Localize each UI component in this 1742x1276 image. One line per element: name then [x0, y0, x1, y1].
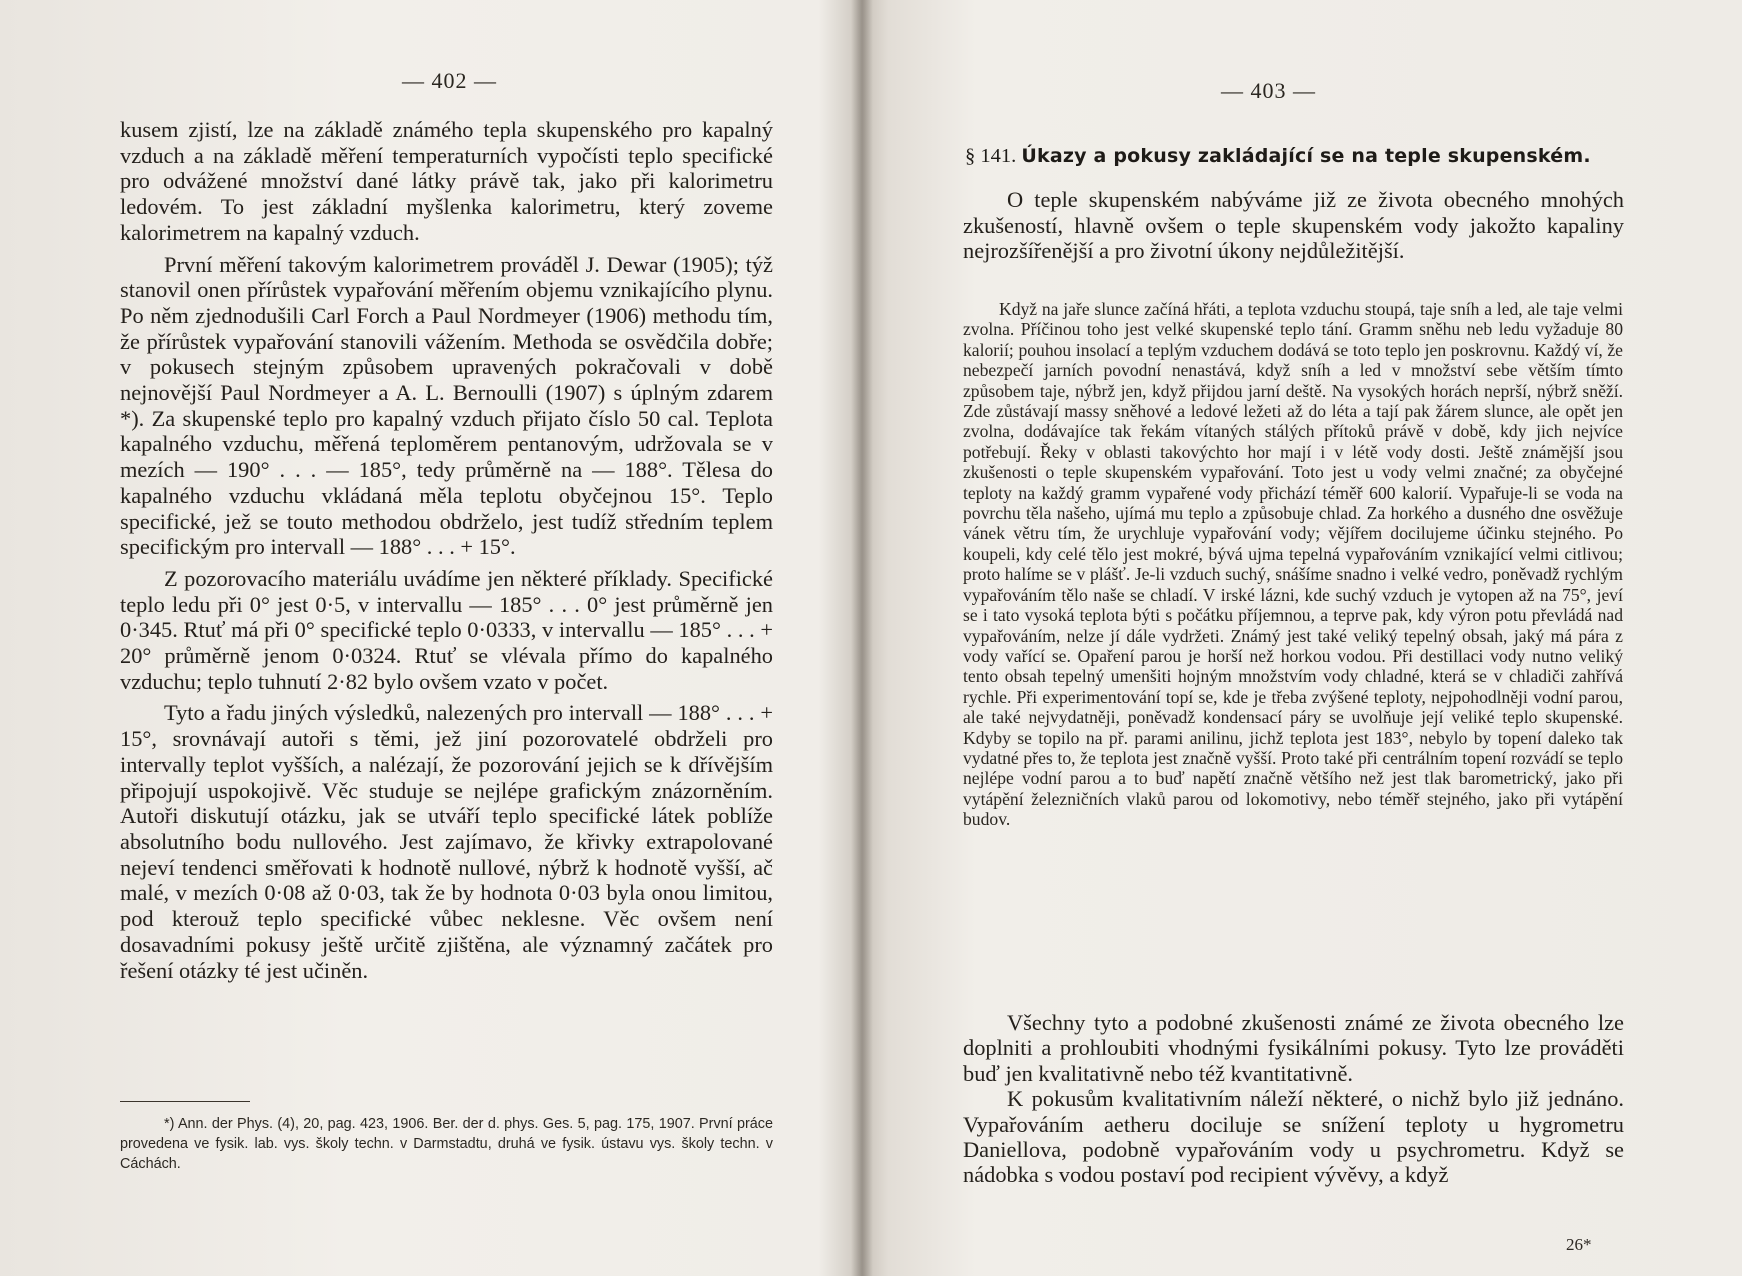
footnote-rule	[120, 1101, 250, 1102]
section-title: Úkazy a pokusy zakládající se na teple skupenském.	[1021, 145, 1591, 167]
left-paragraph-1: kusem zjistí, lze na základě známého tepla skupenského pro kapalný vzduch a na základě měření temperaturních vypočísti teplo specifické pro odvážené množství dané látky právě tak, jako při kalorimetru ledovém. To jest základní myšlenka kalorimetru, který zoveme kalorimetrem na kapalný vzduch.	[120, 117, 773, 245]
left-paragraph-2: První měření takovým kalorimetrem prováděl J. Dewar (1905); týž stanovil onen přírůstek vypařování měřením objemu vznikajícího plynu. Po něm zjednodušili Carl Forch a Paul Nordmeyer (1906) methodu tím, že přírůstek vypařování stanovili vážením. Methoda se osvědčila dobře; v pokusech stejným způsobem upravených pokračovali v době nejnovější Paul Nordmeyer a A. L. Bernoulli (1907) s úplným zdarem *). Za skupenské teplo pro kapalný vzduch přijato číslo 50 cal. Teplota kapalného vzduchu, měřená teploměrem pentanovým, udržovala se v mezích — 190° . . . — 185°, tedy průměrně na — 188°. Tělesa do kapalného vzduchu vkládaná měla teplotu obyčejnou 15°. Teplo specifické, jež se touto methodou obdrželo, jest tudíž středním teplem specifickým pro intervall — 188° . . . + 15°.	[120, 251, 773, 560]
intro-paragraph: O teple skupenském nabýváme již ze života obecného mnohých zkušeností, hlavně ovšem o teple skupenském vody jakožto kapaliny nejrozšířenější a pro životní úkony nejdůležitější.	[963, 187, 1624, 264]
small-print-block	[963, 299, 1623, 830]
section-intro	[963, 187, 1624, 264]
small-print-paragraph: Když na jaře slunce začíná hřáti, a teplota vzduchu stoupá, taje sníh a led, ale taje velmi zvolna. Příčinou toho jest velké skupenské teplo tání. Gramm sněhu neb ledu vyžaduje 80 kalorií; pouhou insolací a teplým vzduchem dodává se toto teplo jen poskrovnu. Každý ví, že nebezpečí jarních povodní nenastává, když sníh a led v množství sebe větším tímto způsobem taje, nýbrž jen, když přijdou jarní deště. Na vysokých horách neprší, nýbrž sněží. Zde zůstávají massy sněhové a ledové ležeti až do léta a tají pak žárem slunce, ale opět jen zvolna, dodávajíce tak řekám vítaných stálých přítoků právě v době, kdy jich nejvíce potřebují. Řeky v oblasti takovýchto hor mají i v létě vody dosti. Ještě známější jsou zkušenosti o teple skupenském vypařování. Toto jest u vody velmi značné; za obyčejné teploty na každý gramm vypařené vody přichází téměř 600 kalorií. Vypařuje-li se voda na povrchu těla našeho, ujímá mu teplo a způsobuje chlad. Za horkého a dusného dne osvěžuje vánek větru tím, že urychluje vypařování vody; vějířem docilujeme účinku stejného. Po koupeli, kdy celé tělo jest mokré, bývá ujma tepelná vypařováním vznikající velmi citlivou; proto halíme se v plášť. Je-li vzduch suchý, snášíme snadno i velké vedro, poněvadž rychlým vypařováním tělo naše se chladí. V irské lázni, kde suchý vzduch je vytopen až na 75°, jeví se i tato vysoká teplota býti s počátku příjemnou, a teprve pak, kdy výron potu převládá nad vypařováním, nelze jí dále vydržeti. Známý jest také veliký tepelný obsah, jaký má pára z vody vařící se. Opaření parou je horší než horkou vodou. Při destillaci vody nutno veliký tento obsah tepelný umenšiti hojným množstvím vody chladné, která se v chladiči zahřívá rychle. Při experimentování topí se, kde je třeba zvýšené teploty, nejpohodlněji vodní parou, ale také nejvydatněji, poněvadž kondensací páry se uvolňuje její veliké teplo skupenské. Kdyby se topilo na př. parami anilinu, jichž teplota jest 183°, nebylo by topení daleko tak vydatné přes to, že teplota jest značně vyšší. Proto také při centrálním topení rozvádí se teplo nejlépe vodní parou a to buď napětí značně většího než jest tlak barometrický, jako při vytápění železničních vlaků parou od lokomotivy, nebo téměř stejného, jako při vytápění budov.	[963, 299, 1623, 830]
page-number-403: — 403 —	[1221, 78, 1316, 103]
book-gutter	[851, 0, 873, 1276]
page-number-402: — 402 —	[402, 68, 497, 93]
footnote-text: *) Ann. der Phys. (4), 20, pag. 423, 1906. Ber. der d. phys. Ges. 5, pag. 175, 1907. První práce provedena ve fysik. lab. vys. školy techn. v Darmstadtu, druhá ve fysik. ústavu vys. školy techn. v Cáchách.	[120, 1116, 773, 1172]
left-page	[0, 0, 851, 1276]
left-page-body	[120, 117, 773, 983]
right-paragraph-1: Všechny tyto a podobné zkušenosti známé ze života obecného lze doplniti a prohloubiti vhodnými fysikálními pokusy. Tyto lze prováděti buď jen kvalitativně nebo též kvantitativně.	[963, 1010, 1624, 1086]
right-page-body	[963, 1010, 1624, 1188]
printer-signature: 26*	[1566, 1235, 1592, 1254]
left-paragraph-4: Tyto a řadu jiných výsledků, nalezených pro intervall — 188° . . . + 15°, srovnávají autoři s těmi, jež jiní pozorovatelé obdrželi pro intervally teplot vyšších, a nalézají, že pozorování jejich se k dřívějším připojují uspokojivě. Věc studuje se nejlépe grafickým znázorněním. Autoři diskutují otázku, jak se utváří teplo specifické látek poblíže absolutního bodu nullového. Jest zajímavo, že křivky extrapolované nejeví tendenci směřovati k hodnotě nullové, nýbrž k hodnotě vyšší, ač malé, v mezích 0·08 až 0·03, tak že by hodnota 0·03 byla onou limitou, pod kterouž teplo specifické vůbec neklesne. Věc ovšem není dosavadními pokusy ještě určitě zjištěna, ale významný začátek pro řešení otázky té jest učiněn.	[120, 700, 773, 983]
right-paragraph-2: K pokusům kvalitativním náleží některé, o nichž bylo již jednáno. Vypařováním aetheru dociluje se snížení teploty u hygrometru Daniellova, podobně vypařováním vody u psychrometru. Když se nádobka s vodou postaví pod recipient vývěvy, a když	[963, 1086, 1624, 1188]
right-page	[873, 0, 1742, 1276]
left-paragraph-3: Z pozorovacího materiálu uvádíme jen některé příklady. Specifické teplo ledu při 0° jest 0·5, v intervallu — 185° . . . 0° jest průměrně jen 0·345. Rtuť má při 0° specifické teplo 0·0333, v intervallu — 185° . . . + 20° průměrně jenom 0·0324. Rtuť se vlévala přímo do kapalného vzduchu; teplo tuhnutí 2·82 bylo ovšem vzato v počet.	[120, 565, 773, 694]
section-heading	[965, 145, 1645, 168]
footnote	[120, 1114, 773, 1174]
section-number: § 141.	[965, 145, 1017, 167]
